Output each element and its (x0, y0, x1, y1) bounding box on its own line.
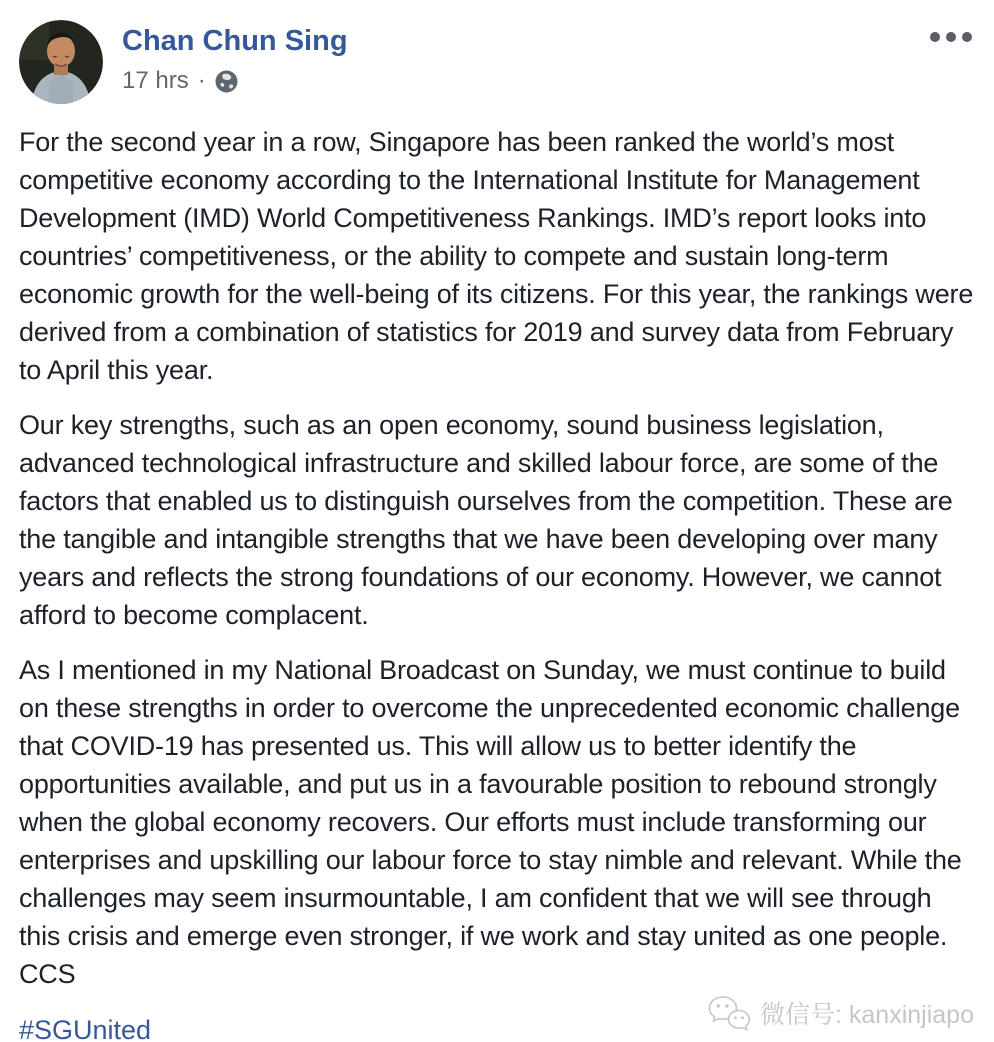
post-paragraph-1: For the second year in a row, Singapore has been ranked the world’s most competitive economy according to the International Institute for Management Development (IMD) World Competitiveness Rankings. IMD’s report looks into countries’ competitiveness, or the ability to compete and sustain long-term economic growth for the well-being of its citizens. For this year, the rankings were derived from a combination of statistics for 2019 and survey data from February to April this year. (19, 127, 974, 385)
post-paragraph-3: As I mentioned in my National Broadcast on Sunday, we must continue to build on these strengths in order to overcome the unprecedented economic challenge that COVID-19 has presented us. This will allow us to better identify the opportunities available, and put us in a favourable position to rebound strongly when the global economy recovers. Our efforts must include transforming our enterprises and upskilling our labour force to stay nimble and relevant. While the challenges may seem insurmountable, I am confident that we will see through this crisis and emerge even stronger, if we work and stay united as one people. CCS (19, 655, 962, 989)
post-meta (122, 67, 348, 95)
watermark-label: 微信号: kanxinjiapo (760, 1001, 974, 1029)
ellipsis-dot (930, 32, 940, 42)
wechat-icon (706, 994, 752, 1032)
ellipsis-dot (962, 32, 972, 42)
avatar[interactable] (19, 20, 103, 104)
post-body (0, 104, 994, 1042)
globe-public-icon (215, 70, 238, 93)
post-paragraph-2: Our key strengths, such as an open economy, sound business legislation, advanced technological infrastructure and skilled labour force, are some of the factors that enabled us to distinguish ourselves from the competition. These are the tangible and intangible strengths that we have been developing over many years and reflects the strong foundations of our economy. However, we cannot afford to become complacent. (19, 410, 953, 630)
more-options-button[interactable] (930, 20, 972, 42)
avatar-portrait-image (19, 20, 103, 104)
meta-separator: · (197, 67, 206, 95)
watermark (706, 994, 974, 1032)
timestamp[interactable]: 17 hrs (122, 67, 189, 95)
profile-name-link[interactable]: Chan Chun Sing (122, 25, 348, 57)
header-text (122, 20, 348, 95)
hashtag-link[interactable]: #SGUnited (19, 1015, 152, 1042)
post-header (0, 0, 994, 104)
ellipsis-dot (946, 32, 956, 42)
